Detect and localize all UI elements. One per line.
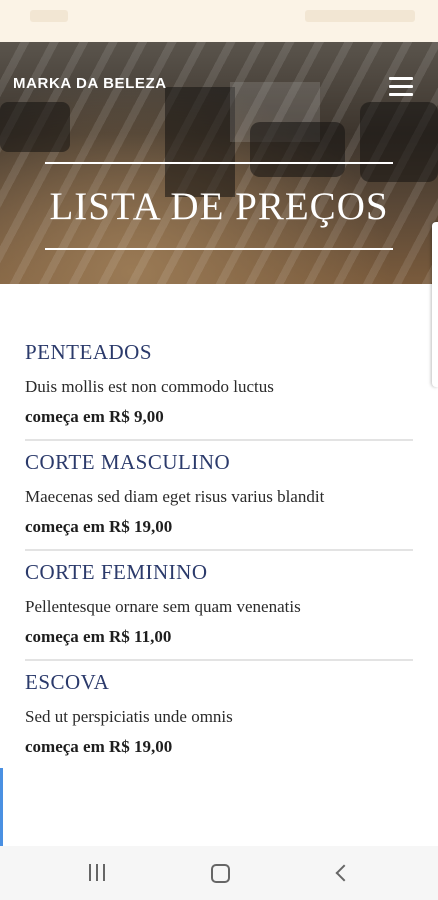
recent-apps-icon[interactable] — [78, 858, 118, 888]
back-icon[interactable] — [322, 858, 362, 888]
item-divider — [25, 659, 413, 661]
hero-banner — [0, 42, 438, 284]
service-name: CORTE MASCULINO — [25, 450, 231, 474]
service-price: começa em R$ 11,00 — [25, 627, 172, 646]
service-name: CORTE FEMININO — [25, 560, 208, 584]
salon-cart-shape — [165, 87, 235, 197]
home-icon[interactable] — [200, 858, 240, 888]
brand-logo[interactable]: MARKA DA BELEZA — [13, 75, 167, 92]
salon-chair-shape-3 — [360, 102, 438, 182]
status-time-placeholder — [30, 10, 68, 22]
service-description: Maecenas sed diam eget risus varius blandit — [25, 487, 325, 506]
salon-chair-shape-2 — [250, 122, 345, 177]
service-price: começa em R$ 19,00 — [25, 517, 173, 536]
item-divider — [25, 439, 413, 441]
service-price: começa em R$ 9,00 — [25, 407, 164, 426]
page-title: LISTA DE PREÇOS — [49, 185, 389, 228]
service-description: Duis mollis est non commodo luctus — [25, 377, 274, 396]
title-top-rule — [45, 162, 393, 164]
price-list — [25, 340, 413, 780]
service-description: Pellentesque ornare sem quam venenatis — [25, 597, 301, 616]
service-name: ESCOVA — [25, 670, 110, 694]
status-icons-placeholder — [305, 10, 415, 22]
price-item-penteados — [25, 340, 413, 450]
price-item-corte-masculino — [25, 450, 413, 560]
hamburger-menu-icon[interactable] — [389, 77, 413, 97]
price-item-corte-feminino — [25, 560, 413, 670]
service-name: PENTEADOS — [25, 340, 153, 364]
system-navigation-bar — [0, 846, 438, 900]
edge-scroll-indicator — [0, 768, 3, 846]
salon-chair-shape — [0, 102, 70, 152]
service-price: começa em R$ 19,00 — [25, 737, 173, 756]
status-bar — [0, 0, 438, 42]
scroll-handle[interactable] — [432, 222, 438, 387]
item-divider — [25, 549, 413, 551]
service-description: Sed ut perspiciatis unde omnis — [25, 707, 233, 726]
title-bottom-rule — [45, 248, 393, 250]
price-item-escova — [25, 670, 413, 780]
